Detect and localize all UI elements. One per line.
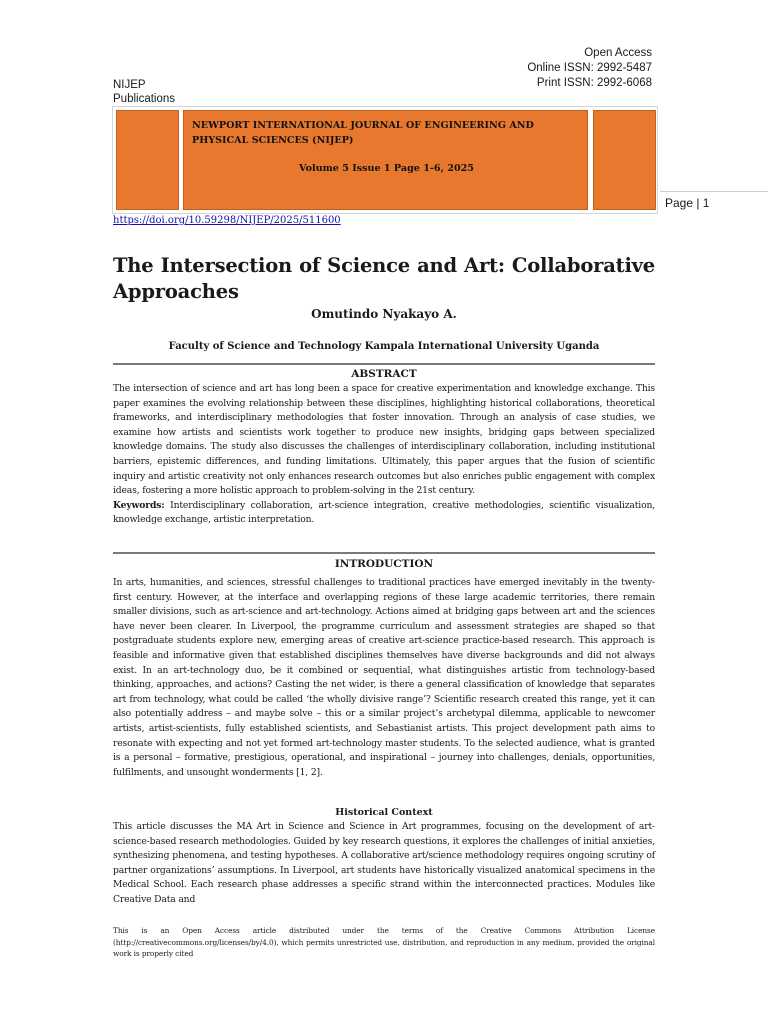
keywords-label: Keywords: [113,499,165,511]
introduction-body: In arts, humanities, and sciences, stressful challenges to traditional practices have emerged inevitably in the twenty-first century. However, at the interface and overlapping regions of these large academic territories, there remain smaller divisions, such as art-science and art-technology. Actions aimed at bridging gaps between art and the sciences have never been clearer. In Liverpool, the programme curriculum and assessment strategies are shaped so that postgraduate students explore new, emerging areas of creative art-science practice-based research. This approach is feasible and informative given that established disciplines themselves have diverse backgrounds and did not always exist. In an art-technology duo, be it combined or sequential, what distinguishes artistic from technology-based thinking, approaches, and actions? Casting the net wider, is there a general classification of knowledge that separates art from technology, what could be called ‘the wholly divisive range’? Scientific research created this range, yet it can also potentially address – and maybe solve – this or a similar project’s archetypal dilemma, applicable to newcomer artists, artist-scientists, fully established scientists, and Sebastianist artists. This project development path aims to resonate with expecting and not yet formed art-technology master students. To the selected audience, what is granted is a personal – formative, prestigious, operational, and inspirational – journey into challenges, denials, opportunities, fulfilments, and unsought wonderments [1, 2]. [113,577,655,778]
publisher-label: Publications [113,93,176,105]
journal-info [480,46,652,91]
doi-link[interactable]: https://doi.org/10.59298/NIJEP/2025/511600 [113,215,341,226]
publisher-name: NIJEP [113,79,146,91]
journal-name: NEWPORT INTERNATIONAL JOURNAL OF ENGINEERING AND PHYSICAL SCIENCES (NIJEP) [192,120,534,146]
abstract-heading: ABSTRACT [351,368,417,380]
page-number: Page | 1 [665,196,710,210]
abstract-top-rule [113,363,655,365]
license-footer: This is an Open Access article distributed under the terms of the Creative Commons Attribution License (http://creativecommons.org/licenses/by/4.0), which permits unrestricted use, distribution, and reproduction in any medium, provided the original work is properly cited [113,926,655,958]
online-issn: Online ISSN: 2992-5487 [527,62,652,74]
historical-context-body: This article discusses the MA Art in Science and Science in Art programmes, focusing on the development of art-science-based research methodologies. Guided by key research questions, it explores the challenges of initial anxieties, synthesizing phenomena, and testing hypotheses. A collaborative art/science methodology requires ongoing scrutiny of partner organizations’ assumptions. In Liverpool, art students have historically visualized anatomical specimens in the Medical School. Each research phase addresses a specific strand within the interconnected practices. Modules like Creative Data and [113,821,655,905]
page-divider [660,191,768,192]
journal-banner [112,106,658,214]
banner-block-center [183,110,588,210]
print-issn: Print ISSN: 2992-6068 [536,77,652,89]
keywords-text: Interdisciplinary collaboration, art-science integration, creative methodologies, scientific visualization, knowledge exchange, artistic interpretation. [113,499,655,526]
article-author: Omutindo Nyakayo A. [311,307,457,321]
abstract-bottom-rule [113,552,655,554]
banner-block-right [593,110,656,210]
publisher [113,78,175,106]
abstract-body [113,382,655,528]
journal-volume: Volume 5 Issue 1 Page 1-6, 2025 [299,163,474,174]
open-access-label: Open Access [584,47,652,59]
introduction-heading: INTRODUCTION [334,558,434,570]
article-title: The Intersection of Science and Art: Collaborative Approaches [113,254,655,303]
article-affiliation: Faculty of Science and Technology Kampala International University Uganda [168,341,600,352]
abstract-text: The intersection of science and art has long been a space for creative experimentation and knowledge exchange. This paper examines the evolving relationship between these disciplines, highlighting historical collaborations, theoretical frameworks, and interdisciplinary methodologies that foster innovation. Through an analysis of case studies, we examine how artists and scientists work together to produce new insights, bridging gaps between specialized knowledge domains. The study also discusses the challenges of interdisciplinary collaboration, including institutional barriers, epistemic differences, and funding limitations. Ultimately, this paper argues that the fusion of scientific inquiry and artistic creativity not only enhances research outcomes but also enriches public engagement with complex ideas, fostering a more holistic approach to problem-solving in the 21st century. [113,383,655,497]
banner-block-left [116,110,179,210]
historical-context-heading: Historical Context [335,807,433,818]
